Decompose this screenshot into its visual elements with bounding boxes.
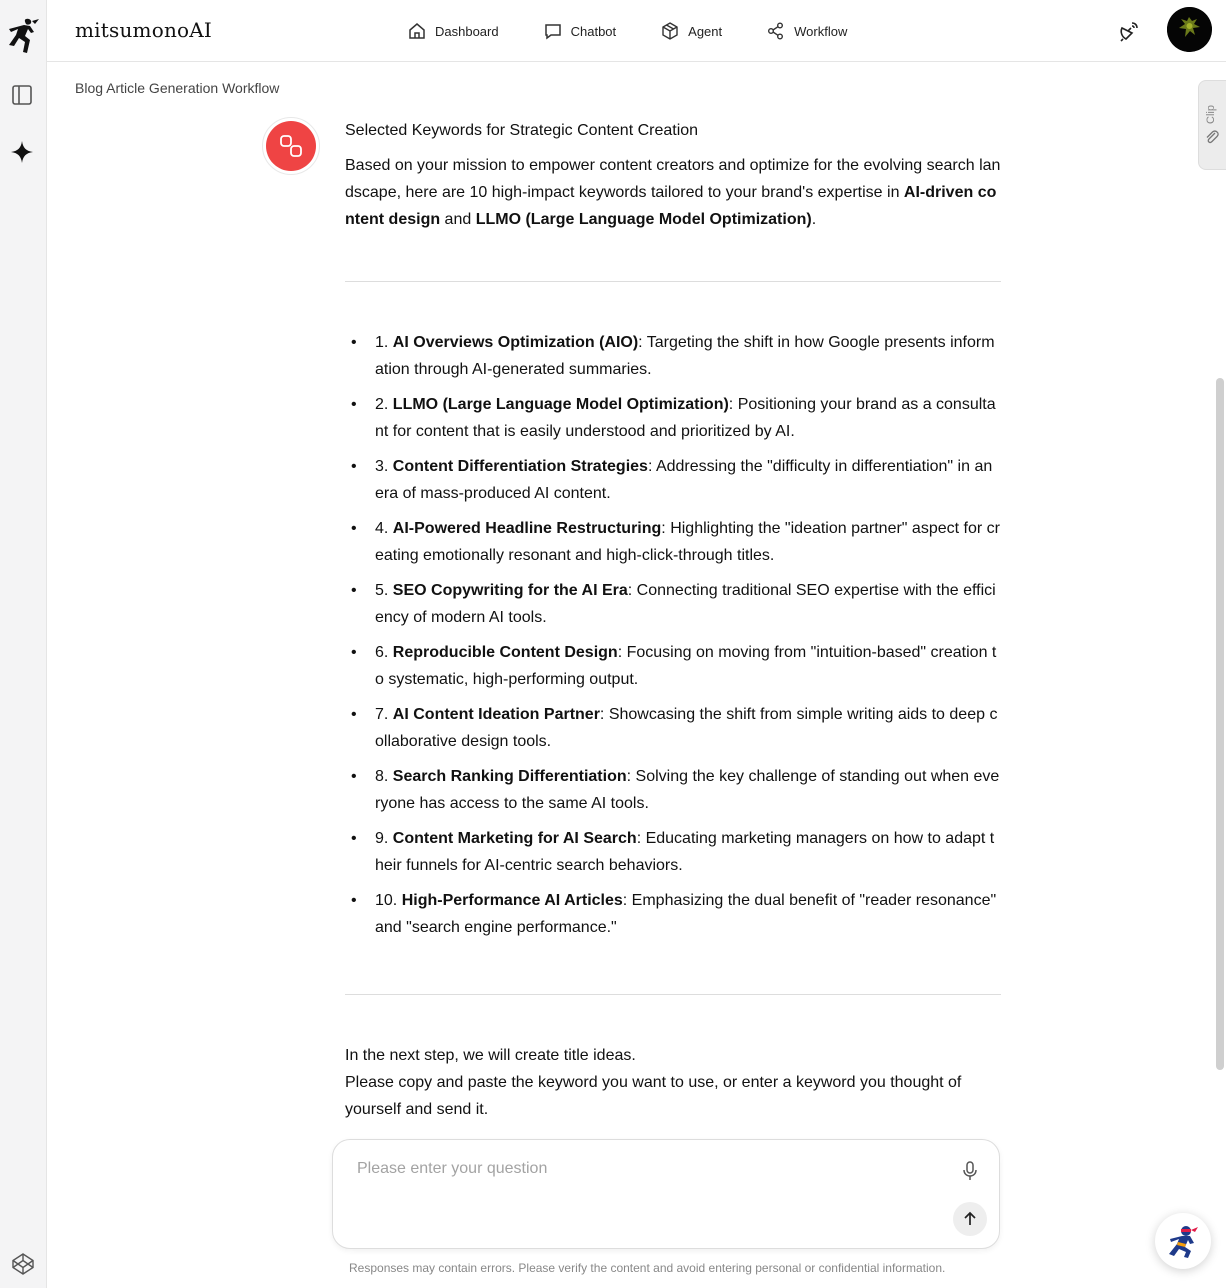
avatar-figure-icon xyxy=(1167,7,1212,52)
top-header xyxy=(47,0,1226,62)
nav-label: Chatbot xyxy=(570,23,617,39)
nav-dashboard[interactable] xyxy=(407,19,499,43)
keyword-item: • 3. Content Differentiation Strategies: Addressing the "difficulty in differentiation" in an era of mass-produced AI content. xyxy=(345,453,1001,507)
ninja-mascot-icon xyxy=(1164,1222,1202,1260)
ninja-logo-icon[interactable] xyxy=(6,16,40,54)
sparkle-icon[interactable] xyxy=(10,140,34,164)
intro-bold: AI-driven content design xyxy=(345,184,997,228)
clip-tab[interactable] xyxy=(1198,80,1226,170)
keyword-item: • 5. SEO Copywriting for the AI Era: Connecting traditional SEO expertise with the efficiency of modern AI tools. xyxy=(345,577,1001,631)
microphone-icon[interactable] xyxy=(959,1160,981,1182)
sidebar-toggle-icon[interactable] xyxy=(11,84,33,106)
clip-label: Clip xyxy=(1205,105,1217,124)
intro-text: and xyxy=(440,211,476,228)
intro-text: . xyxy=(811,211,817,228)
nav-agent[interactable] xyxy=(660,19,722,43)
divider xyxy=(345,281,1001,282)
divider xyxy=(345,994,1001,995)
bot-avatar xyxy=(262,117,320,175)
closing-line: In the next step, we will create title ideas. xyxy=(345,1047,636,1064)
nav-workflow[interactable] xyxy=(766,19,847,43)
keyword-item: • 6. Reproducible Content Design: Focusing on moving from "intuition-based" creation to systematic, high-performing output. xyxy=(345,639,1001,693)
share-nodes-icon xyxy=(766,21,786,41)
assistant-message xyxy=(345,117,1001,233)
keyword-item: • 1. AI Overviews Optimization (AIO): Targeting the shift in how Google presents information through AI-generated summaries. xyxy=(345,329,1001,383)
breadcrumb: Blog Article Generation Workflow xyxy=(75,80,280,96)
arrow-up-icon xyxy=(961,1210,979,1228)
disclaimer-text: Responses may contain errors. Please verify the content and avoid entering personal or confidential information. xyxy=(349,1261,946,1275)
intro-bold: LLMO (Large Language Model Optimization) xyxy=(475,211,812,228)
keyword-item: • 10. High-Performance AI Articles: Emphasizing the dual benefit of "reader resonance" and "search engine performance." xyxy=(345,887,1001,941)
nav-label: Workflow xyxy=(794,23,848,39)
nav-chatbot[interactable] xyxy=(543,19,617,43)
left-rail xyxy=(0,0,47,1288)
nav-label: Dashboard xyxy=(435,23,499,39)
mascot-help-button[interactable] xyxy=(1155,1213,1211,1269)
keyword-item: • 7. AI Content Ideation Partner: Showcasing the shift from simple writing aids to deep collaborative design tools. xyxy=(345,701,1001,755)
closing-line: Please copy and paste the keyword you want to use, or enter a keyword you thought of yourself and send it. xyxy=(345,1074,962,1118)
keyword-list xyxy=(345,329,1001,949)
cube-icon xyxy=(660,21,680,41)
paperclip-icon xyxy=(1204,129,1220,145)
keyword-item: • 2. LLMO (Large Language Model Optimization): Positioning your brand as a consultant for content that is easily understood and prioritized by AI. xyxy=(345,391,1001,445)
scrollbar-thumb[interactable] xyxy=(1216,378,1224,1070)
question-input[interactable] xyxy=(357,1160,917,1178)
keyword-item: • 8. Search Ranking Differentiation: Solving the key challenge of standing out when everyone has access to the same AI tools. xyxy=(345,763,1001,817)
chat-icon xyxy=(543,21,563,41)
main-nav xyxy=(407,19,847,43)
keyword-item: • 9. Content Marketing for AI Search: Educating marketing managers on how to adapt their funnels for AI-centric search behaviors. xyxy=(345,825,1001,879)
send-button[interactable] xyxy=(953,1202,987,1236)
intro-text: Based on your mission to empower content creators and optimize for the evolving search landscape, here are 10 high-impact keywords tailored to your brand's expertise in xyxy=(345,157,1001,201)
user-avatar[interactable] xyxy=(1167,7,1212,52)
satellite-dish-icon[interactable] xyxy=(1117,19,1141,43)
message-intro xyxy=(345,152,1001,233)
nav-label: Agent xyxy=(688,23,723,39)
workflow-bot-icon xyxy=(266,121,316,171)
closing-text xyxy=(345,1042,1005,1123)
chat-input-box xyxy=(332,1139,1000,1249)
codepen-icon[interactable] xyxy=(11,1252,35,1276)
home-icon xyxy=(407,21,427,41)
brand-name[interactable]: mitsumonoAI xyxy=(75,18,213,42)
message-heading: Selected Keywords for Strategic Content Creation xyxy=(345,122,699,139)
keyword-item: • 4. AI-Powered Headline Restructuring: Highlighting the "ideation partner" aspect for creating emotionally resonant and high-click-through titles. xyxy=(345,515,1001,569)
